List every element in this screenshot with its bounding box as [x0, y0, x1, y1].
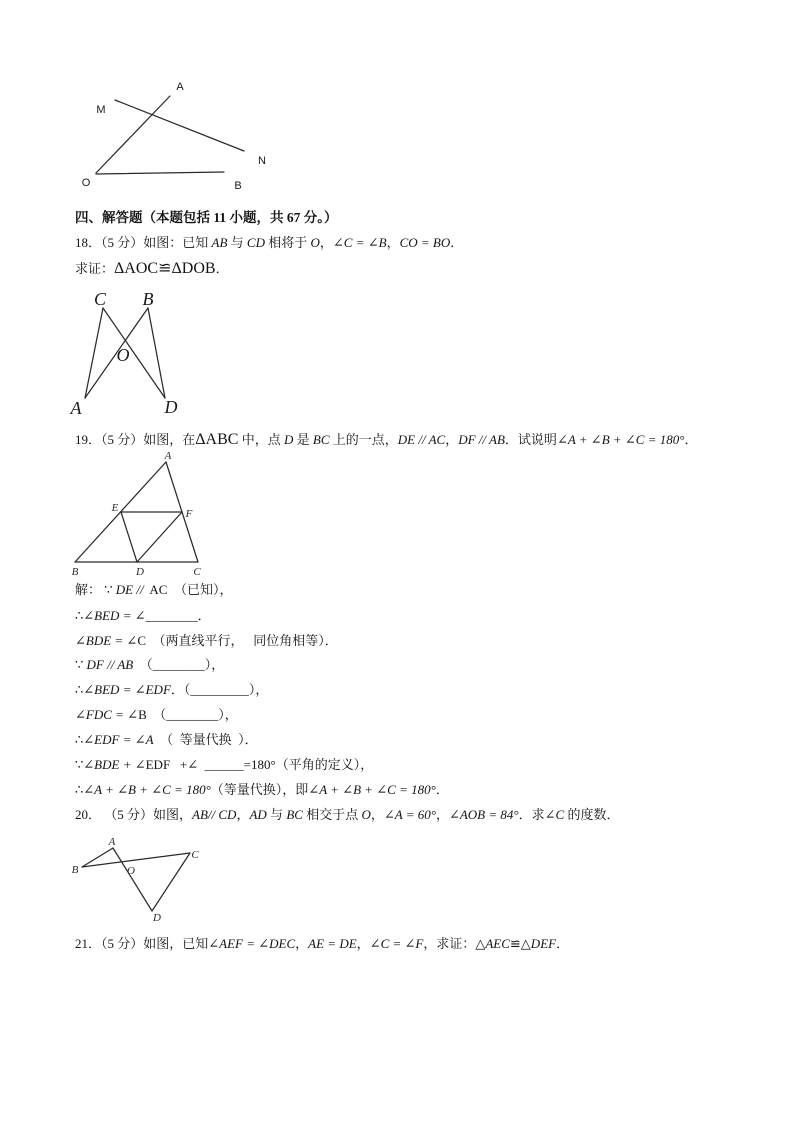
math-expr: CO = BO	[399, 235, 451, 250]
stem-text: （________），	[133, 657, 225, 672]
math-expr: AB// CD	[192, 807, 237, 822]
q19-solution-line-3	[75, 632, 338, 650]
label-o: O	[127, 865, 135, 877]
q19-solution-line-9	[75, 781, 449, 799]
q18-stem	[75, 234, 463, 252]
math-expr: ∠AEF = ∠DEC	[208, 936, 296, 951]
stem-text: （两直线平行， 同位角相等）．	[146, 633, 338, 648]
stem-text: ∴	[75, 682, 84, 697]
figure-20	[65, 830, 205, 925]
math-expr: DF // AB	[86, 657, 134, 672]
math-expr: ∠AOB = 84°	[448, 807, 519, 822]
stem-text: ．	[450, 235, 464, 250]
label-a: A	[164, 450, 172, 462]
stem-text: （已知），	[167, 582, 233, 597]
math-expr: AC	[143, 582, 168, 597]
label-o: O	[116, 345, 130, 365]
stem-text: ，	[356, 936, 370, 951]
math-expr: D	[283, 432, 294, 447]
stem-text: ∴	[75, 782, 84, 797]
label-b: B	[234, 180, 242, 192]
label-a: A	[176, 81, 184, 93]
math-expr: AE = DE	[308, 936, 357, 951]
q19-solution-line-7	[75, 731, 258, 749]
math-expr: DE // AC	[397, 432, 446, 447]
line-mn	[115, 100, 244, 151]
stem-text: 相交于点	[302, 807, 362, 822]
math-expr: ∠BDE + ∠	[83, 757, 146, 772]
math-expr: ∠C = ∠F	[369, 936, 424, 951]
stem-text: ，	[319, 235, 333, 250]
q19-solution-line-1	[75, 581, 232, 599]
line-bc	[82, 853, 190, 867]
line-ed	[121, 512, 137, 562]
math-expr: ∠A = 60°	[383, 807, 436, 822]
math-expr: ∠C = ∠B	[332, 235, 387, 250]
stem-text: 与	[227, 235, 247, 250]
figure-18	[60, 285, 190, 420]
label-b: B	[71, 566, 79, 578]
section-heading: 四、解答题（本题包括 11 小题，共 67 分。）	[75, 210, 338, 225]
q20-stem	[75, 806, 619, 824]
stem-text: 中，点	[238, 432, 284, 447]
label-c: C	[93, 289, 107, 309]
stem-text: ．	[215, 261, 229, 276]
line-cd	[152, 853, 190, 911]
math-expr: ∠A + ∠B + ∠C = 180°	[83, 782, 211, 797]
label-d: D	[136, 566, 144, 578]
stem-text: 21．（5 分）如图，已知	[75, 936, 209, 951]
math-expr: O	[361, 807, 371, 822]
line-ob	[96, 172, 224, 174]
answer-blank: ________	[145, 608, 198, 623]
stem-text: ，求证：	[423, 936, 476, 951]
stem-text: 是	[293, 432, 313, 447]
stem-text: ．求	[518, 807, 545, 822]
math-expr: C	[137, 633, 146, 648]
math-expr: ∠BED = ∠EDF	[83, 682, 171, 697]
stem-text: ∵	[75, 757, 84, 772]
line-bd	[148, 308, 165, 398]
q19-solution-line-2	[75, 607, 211, 625]
stem-text: ，	[236, 807, 250, 822]
label-c: C	[191, 849, 199, 861]
stem-text: ，	[370, 807, 384, 822]
label-d: D	[153, 912, 161, 924]
q19-solution-line-5	[75, 681, 268, 699]
figure-17	[70, 75, 280, 200]
math-expr: EDF	[145, 757, 171, 772]
stem-text: ，	[435, 807, 449, 822]
figure-19	[65, 447, 210, 580]
stem-text: ，	[295, 936, 309, 951]
stem-text: 相将于	[264, 235, 311, 250]
label-b: B	[142, 289, 154, 309]
q21-stem	[75, 935, 569, 953]
line-cd	[103, 308, 165, 398]
stem-text: ∴	[75, 608, 84, 623]
line-ad	[113, 848, 152, 911]
math-expr: AB	[211, 235, 228, 250]
math-expr: ∠A + ∠B + ∠C = 180°	[556, 432, 685, 447]
math-expr: ∠A + ∠B + ∠C = 180°	[308, 782, 436, 797]
math-expr: AD	[249, 807, 267, 822]
math-expr: DF // AB	[458, 432, 505, 447]
stem-text: 18．（5 分）如图：已知	[75, 235, 212, 250]
math-expr: =180°	[243, 757, 276, 772]
q19-solution-line-6	[75, 706, 238, 724]
stem-text: 上的一点，	[329, 432, 398, 447]
math-expr: O	[310, 235, 320, 250]
math-expr: B	[138, 707, 147, 722]
stem-text: ．	[684, 432, 698, 447]
answer-blank: ______	[204, 757, 244, 772]
math-expr: ∠BED = ∠	[83, 608, 146, 623]
stem-text: ∴	[75, 732, 84, 747]
stem-text: 解： ∵	[75, 582, 116, 597]
label-a: A	[70, 398, 82, 418]
stem-text: 20． （5 分）如图，	[75, 807, 193, 822]
stem-text: ．	[435, 782, 449, 797]
label-n: N	[258, 155, 266, 167]
math-expr: ΔAOC≌ΔDOB	[114, 260, 216, 277]
label-m: M	[96, 104, 106, 116]
stem-text: （________），	[146, 707, 238, 722]
math-expr: BC	[312, 432, 330, 447]
stem-text: +∠	[170, 757, 205, 772]
stem-text: 的度数．	[564, 807, 620, 822]
q19-solution-line-8	[75, 756, 373, 774]
label-f: F	[185, 508, 193, 520]
stem-text: ，	[386, 235, 400, 250]
stem-text: 19．（5 分）如图，在	[75, 432, 196, 447]
label-o: O	[81, 177, 91, 189]
math-expr: ∠FDC = ∠	[75, 707, 139, 722]
math-expr: ΔABC	[195, 431, 239, 448]
label-c: C	[193, 566, 201, 578]
stem-text: （等量代换），即	[210, 782, 309, 797]
stem-text: 求证：	[75, 261, 115, 276]
line-df	[137, 512, 182, 562]
label-a: A	[108, 836, 116, 848]
math-expr: ∠C	[544, 807, 565, 822]
math-expr: △AEC≌△DEF	[475, 936, 557, 951]
stem-text: ∵	[75, 657, 87, 672]
stem-text: ，	[445, 432, 459, 447]
q19-solution-line-4	[75, 656, 224, 674]
stem-text: （平角的定义），	[275, 757, 374, 772]
math-expr: DE //	[115, 582, 144, 597]
label-b: B	[71, 864, 79, 876]
label-d: D	[164, 397, 178, 417]
math-expr: ∠BDE = ∠	[75, 633, 138, 648]
stem-text: ．试说明	[504, 432, 557, 447]
math-expr: ∠EDF = ∠A	[83, 732, 154, 747]
label-e: E	[111, 502, 119, 514]
q18-prove	[75, 260, 229, 278]
math-expr: CD	[246, 235, 265, 250]
stem-text: ．	[556, 936, 570, 951]
math-expr: BC	[286, 807, 303, 822]
stem-text: ．（_________），	[170, 682, 269, 697]
stem-text: 与	[266, 807, 287, 822]
stem-text: （ 等量代换 ）．	[153, 732, 258, 747]
stem-text: ．	[197, 608, 211, 623]
